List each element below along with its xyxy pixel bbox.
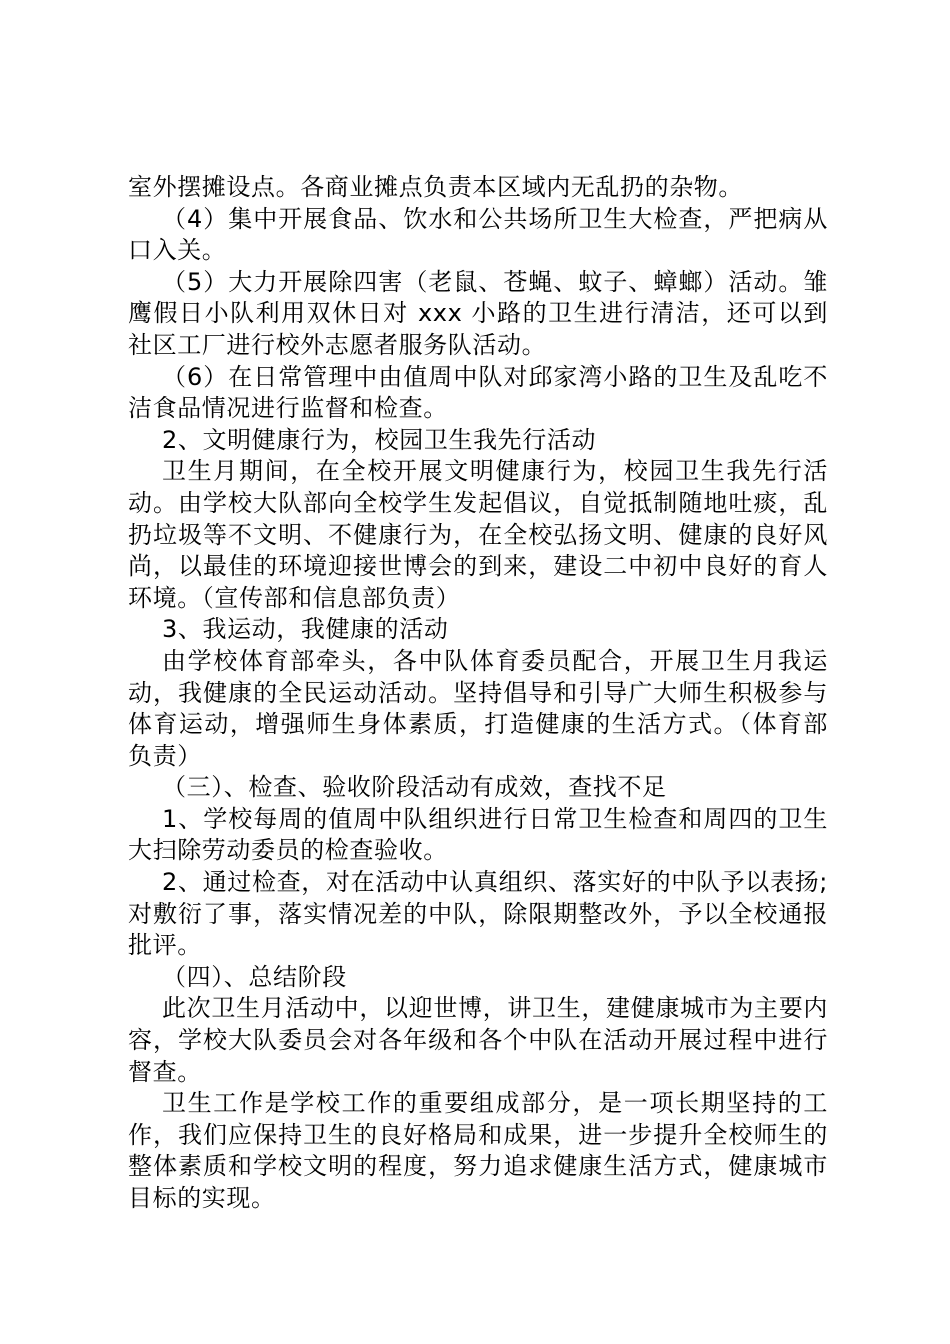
heading-summary-stage: （四）、总结阶段 — [162, 962, 347, 991]
paragraph-inspection-2: 2、通过检查，对在活动中认真组织、落实好的中队予以表扬;对敷衍了事，落实情况差的中队，除限期整改外，予以全校通报批评。 — [128, 868, 828, 960]
paragraph-summary: 此次卫生月活动中，以迎世博，讲卫生，建健康城市为主要内容，学校大队委员会对各年级和各个中队在活动开展过程中进行督查。 — [128, 994, 828, 1086]
paragraph-conclusion: 卫生工作是学校工作的重要组成部分，是一项长期坚持的工作，我们应保持卫生的良好格局和成果，进一步提升全校师生的整体素质和学校文明的程度，努力追求健康生活方式，健康城市目标的实现。 — [128, 1089, 828, 1212]
document-body — [128, 172, 828, 1215]
heading-civilized-health: 2、文明健康行为，校园卫生我先行活动 — [162, 425, 597, 454]
paragraph-continuation: 室外摆摊设点。各商业摊点负责本区域内无乱扔的杂物。 — [128, 173, 743, 201]
paragraph-exercise: 由学校体育部牵头，各中队体育委员配合，开展卫生月我运动，我健康的全民运动活动。坚持倡导和引导广大师生积极参与体育运动，增强师生身体素质，打造健康的生活方式。（体育部负责） — [128, 646, 828, 770]
heading-inspection-stage: （三）、检查、验收阶段活动有成效，查找不足 — [162, 773, 667, 802]
paragraph-item-6: （6）在日常管理中由值周中队对邱家湾小路的卫生及乱吃不洁食品情况进行监督和检查。 — [128, 362, 828, 423]
paragraph-civilized-health: 卫生月期间，在全校开展文明健康行为，校园卫生我先行活动。由学校大队部向全校学生发起倡议，自觉抵制随地吐痰，乱扔垃圾等不文明、不健康行为，在全校弘扬文明、健康的良好风尚，以最佳的环境迎接世博会的到来，建设二中初中良好的育人环境。（宣传部和信息部负责） — [128, 457, 828, 612]
paragraph-item-5: （5）大力开展除四害（老鼠、苍蝇、蚊子、蟑螂）活动。雏鹰假日小队利用双休日对 xxx 小路的卫生进行清洁，还可以到社区工厂进行校外志愿者服务队活动。 — [128, 267, 828, 359]
paragraph-inspection-1: 1、学校每周的值周中队组织进行日常卫生检查和周四的卫生大扫除劳动委员的检查验收。 — [128, 804, 828, 865]
heading-exercise: 3、我运动，我健康的活动 — [162, 615, 449, 644]
paragraph-item-4: （4）集中开展食品、饮水和公共场所卫生大检查，严把病从口入关。 — [128, 204, 828, 265]
